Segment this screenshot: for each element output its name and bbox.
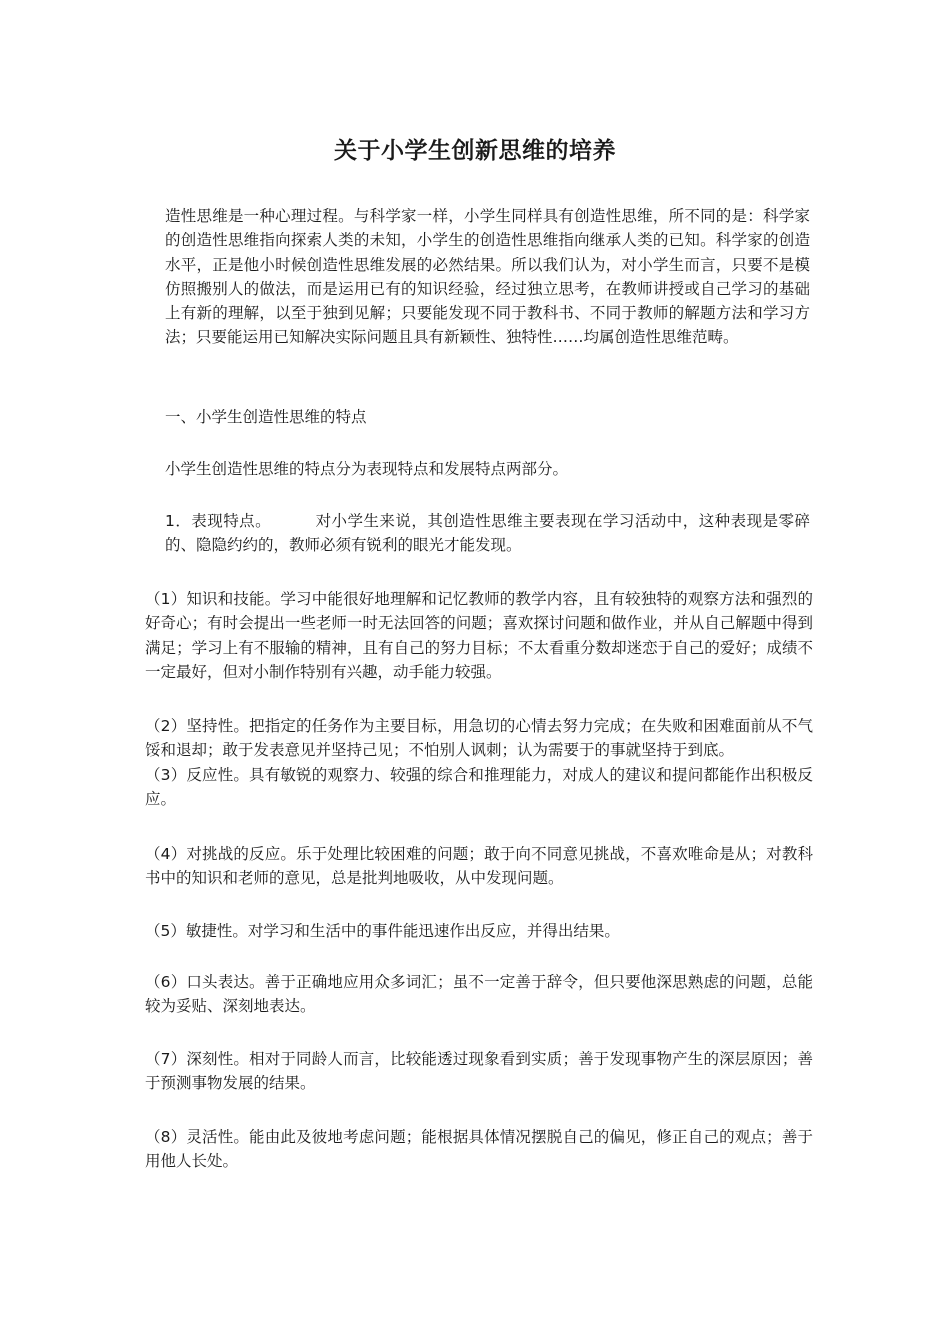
point-1-text: 对小学生来说，其创造性思维主要表现在学习活动中，这种表现是零碎的、隐隐约约的，教师必须有锐利的眼光才能发现。 bbox=[165, 512, 810, 555]
list-item: （6）口头表达。善于正确地应用众多词汇；虽不一定善于辞令，但只要他深思熟虑的问题，总能较为妥贴、深刻地表达。 bbox=[145, 973, 813, 1016]
list-item: （3）反应性。具有敏锐的观察力、较强的综合和推理能力，对成人的建议和提问都能作出积极反应。 bbox=[145, 766, 813, 809]
document-title: 关于小学生创新思维的培养 bbox=[334, 138, 616, 164]
intro-paragraph: 造性思维是一种心理过程。与科学家一样，小学生同样具有创造性思维，所不同的是：科学家的创造性思维指向探索人类的未知，小学生的创造性思维指向继承人类的已知。科学家的创造水平，正是他小时候创造性思维发展的必然结果。所以我们认为，对小学生而言，只要不是模仿照搬别人的做法，而是运用已有的知识经验，经过独立思考，在教师讲授或自己学习的基础上有新的理解，以至于独到见解；只要能发现不同于教科书、不同于教师的解题方法和学习方法；只要能运用已知解决实际问题且具有新颖性、独特性……均属创造性思维范畴。 bbox=[165, 207, 810, 347]
list-item: （2）坚持性。把指定的任务作为主要目标，用急切的心情去努力完成；在失败和困难面前从不气馁和退却；敢于发表意见并坚持己见；不怕别人讽刺；认为需要于的事就坚持于到底。 bbox=[145, 717, 813, 760]
list-item: （5）敏捷性。对学习和生活中的事件能迅速作出反应，并得出结果。 bbox=[145, 922, 620, 940]
list-item: （8）灵活性。能由此及彼地考虑问题；能根据具体情况摆脱自己的偏见，修正自己的观点；善于用他人长处。 bbox=[145, 1128, 813, 1171]
list-item: （4）对挑战的反应。乐于处理比较困难的问题；敢于向不同意见挑战，不喜欢唯命是从；对教科书中的知识和老师的意见，总是批判地吸收，从中发现问题。 bbox=[145, 845, 813, 888]
list-item: （7）深刻性。相对于同龄人而言，比较能透过现象看到实质；善于发现事物产生的深层原因；善于预测事物发展的结果。 bbox=[145, 1050, 813, 1093]
point-1-label: 1．表现特点。 bbox=[165, 512, 272, 530]
point-1-paragraph bbox=[165, 509, 810, 558]
section-heading: 一、小学生创造性思维的特点 bbox=[165, 408, 367, 426]
section-intro-paragraph: 小学生创造性思维的特点分为表现特点和发展特点两部分。 bbox=[165, 460, 569, 478]
list-item: （1）知识和技能。学习中能很好地理解和记忆教师的教学内容，且有较独特的观察方法和强烈的好奇心；有时会提出一些老师一时无法回答的问题；喜欢探讨问题和做作业，并从自己解题中得到满足；学习上有不服输的精神，且有自己的努力目标；不太看重分数却迷恋于自己的爱好；成绩不一定最好，但对小制作特别有兴趣，动手能力较强。 bbox=[145, 590, 813, 681]
